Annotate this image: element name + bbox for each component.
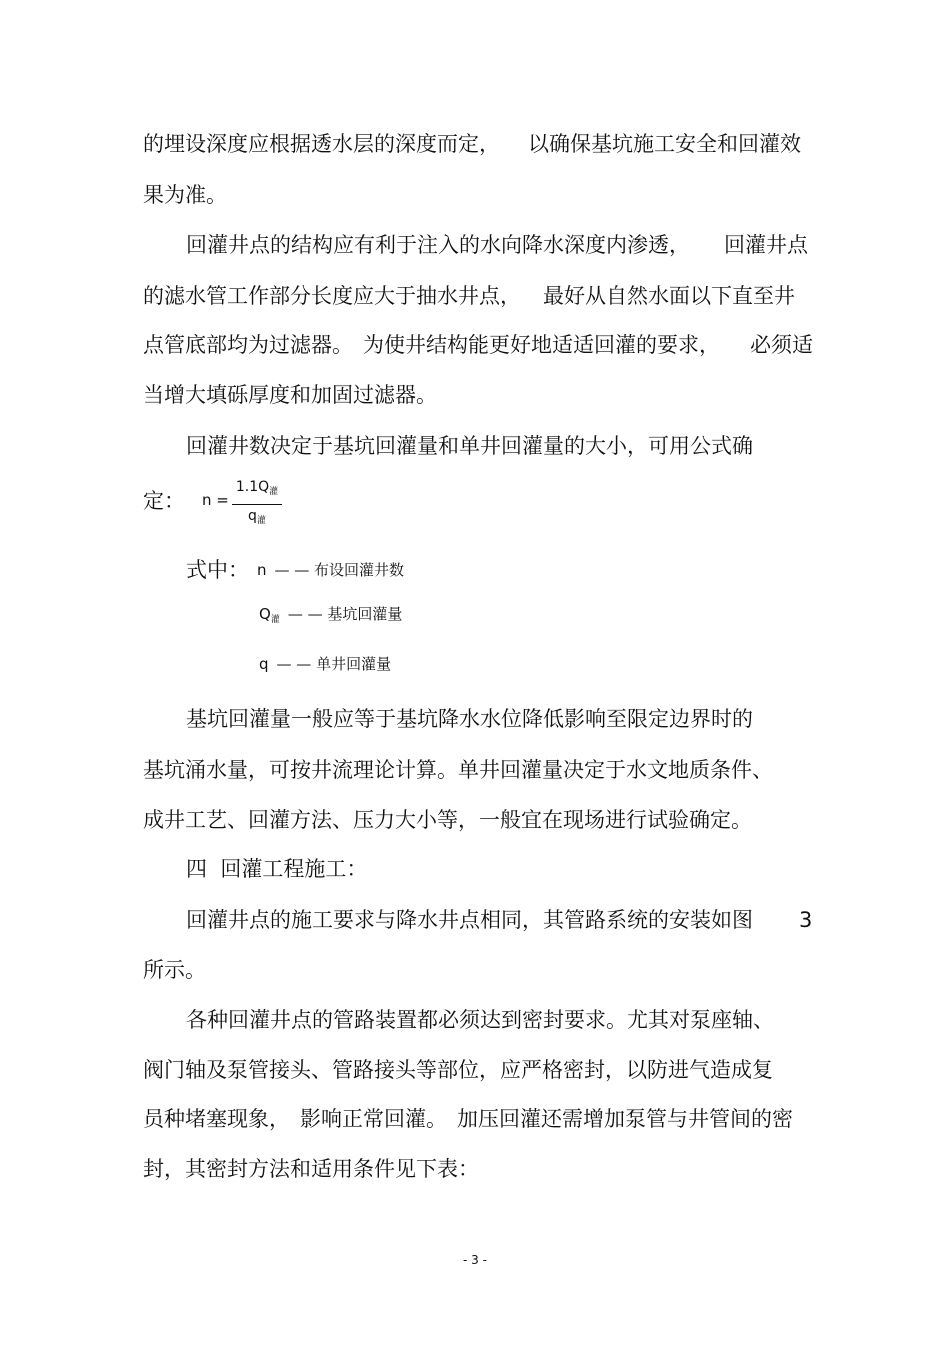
paragraph-line [143,130,801,158]
text-run: 员种堵塞现象， [143,1107,290,1131]
paragraph-line: 定： [143,489,185,513]
text-run: 的埋设深度应根据透水层的深度而定， [143,132,500,156]
formula-fraction [232,478,282,530]
paragraph-line: 阀门轴及泵管接头、管路接头等部位，应严格密封，以防进气造成复 [143,1058,773,1082]
text-run: 的滤水管工作部分长度应大于抽水井点， [143,284,521,308]
paragraph-line: 果为准。 [143,183,227,207]
denominator-subscript: 灌 [256,516,266,526]
definition-line [259,604,402,630]
definition-symbol: n [257,561,267,579]
paragraph-line: 所示。 [143,958,206,982]
paragraph-line [143,1105,793,1133]
paragraph-line: 回灌井数决定于基坑回灌量和单井回灌量的大小，可用公式确 [186,434,753,458]
text-run: 以确保基坑施工安全和回灌效 [528,132,801,156]
text-run: 点管底部均为过滤器。 [143,333,353,357]
text-run: 加压回灌还需增加泵管与井管间的密 [457,1107,793,1131]
text-run: 回灌井点的结构应有利于注入的水向降水深度内渗透， [186,233,690,257]
paragraph-line: 基坑回灌量一般应等于基坑降水水位降低影响至限定边界时的 [186,707,753,731]
paragraph-line [186,906,812,934]
text-run: 影响正常回灌。 [300,1107,447,1131]
definition-symbol: q [259,655,269,673]
text-run: 回灌井点 [724,233,808,257]
figure-number: 3 [799,908,813,932]
definition-symbol: Q [259,605,271,623]
numerator-text: 1.1Q [235,479,270,495]
paragraph-line: 封，其密封方法和适用条件见下表： [143,1157,479,1181]
formula-denominator [232,507,282,530]
formula-lhs: n = [202,491,229,509]
text-run: 回灌井点的施工要求与降水井点相同，其管路系统的安装如图 [186,908,753,932]
paragraph-line: 当增大填砾厚度和加固过滤器。 [143,383,437,407]
denominator-text: q [248,508,257,524]
text-run: 必须适 [750,333,813,357]
definition-text: — — 单井回灌量 [276,655,392,673]
paragraph-line: 成井工艺、回灌方法、压力大小等，一般宜在现场进行试验确定。 [143,808,752,832]
definition-subscript: 灌 [270,615,280,625]
page-number: - 3 - [463,1253,487,1267]
definition-line [257,560,404,580]
formula-numerator [232,478,282,501]
paragraph-line [143,282,795,310]
paragraph-line: 各种回灌井点的管路装置都必须达到密封要求。尤其对泵座轴、 [186,1008,774,1032]
text-run: 最好从自然水面以下直至井 [543,284,795,308]
definition-text: — — 布设回灌井数 [274,561,405,579]
paragraph-line [186,231,808,259]
paragraph-line: 基坑涌水量，可按井流理论计算。单井回灌量决定于水文地质条件、 [143,758,773,782]
paragraph-line [143,331,813,359]
definition-text: — — 基坑回灌量 [287,605,403,623]
definition-line [259,654,391,674]
section-heading: 四 回灌工程施工： [186,857,368,881]
paragraph-line: 式中： [186,558,249,582]
fraction-bar [232,504,282,505]
numerator-subscript: 灌 [269,487,279,497]
text-run: 为使井结构能更好地适适回灌的要求， [363,333,720,357]
